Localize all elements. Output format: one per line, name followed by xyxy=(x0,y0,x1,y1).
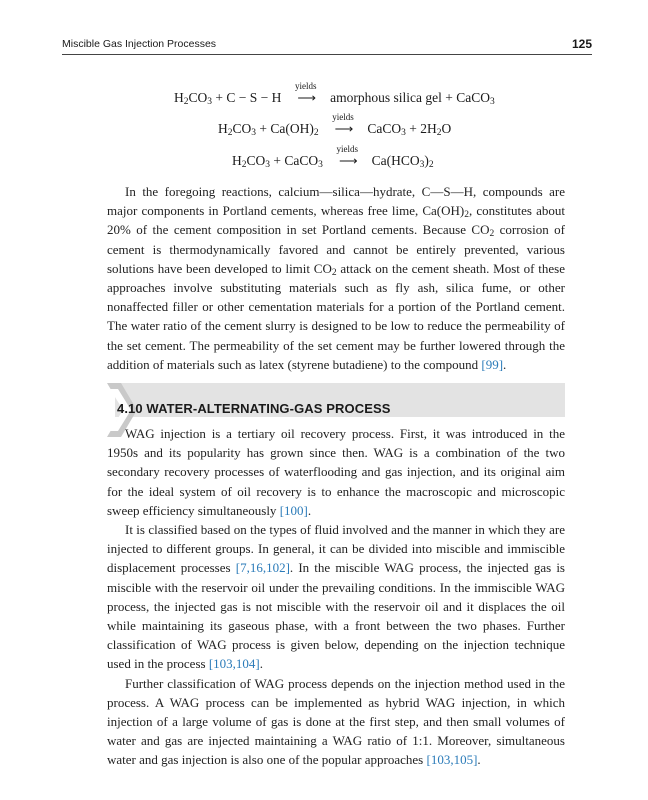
eq3-lhs-co: CO xyxy=(246,153,266,168)
eq2-lhs-sub: 2 xyxy=(227,128,233,138)
eq2-rhs-sub: 3 xyxy=(401,128,406,138)
paragraph-text: It is classified based on the types of fluid involved and the manner in which they are injected to different groups. In general, it can be divided into miscible and immiscible displacement processes xyxy=(107,522,565,576)
paragraph-cement-reactions xyxy=(107,182,565,374)
citation-link[interactable]: [103,104] xyxy=(208,656,260,672)
paragraph-text: . In the miscible WAG process, the injected gas is miscible with the reservoir oil under the prevailing conditions. In the immiscible WAG process, the injected gas is not miscible with the reservoir oil and it displaces the oil while maintaining its gaseous phase, with a front between the two phases. Further classification of WAG process is given below, depending on the injection technique used in the process xyxy=(107,560,565,672)
paragraph-text: WAG injection is a tertiary oil recovery process. First, it was introduced in the 1950s and its popularity has grown since then. WAG is a combination of the two secondary recovery processes of waterflooding and gas injection, and its original aim for the ideal system of oil recovery is to enhance the macroscopic and microscopic sweep efficiency simultaneously xyxy=(107,426,565,518)
eq1-arrow-label: yields xyxy=(295,81,317,91)
eq3-rhs-sub: 3 xyxy=(419,160,425,170)
page-header xyxy=(62,38,592,54)
paragraph xyxy=(107,520,565,674)
eq2-arrow: yields ⟶ xyxy=(324,120,362,138)
header-rule xyxy=(62,54,592,55)
citation-link[interactable]: [103,105] xyxy=(426,752,478,768)
eq3-lhs-sub: 3 xyxy=(265,160,271,170)
section-title: 4.10 WATER-ALTERNATING-GAS PROCESS xyxy=(117,401,391,416)
eq1-lhs-sub: 3 xyxy=(207,97,213,107)
citation-link[interactable]: [99] xyxy=(481,356,504,372)
eq3-rhs-ca: Ca(HCO xyxy=(371,153,420,168)
eq3-lhs-sub: 3 xyxy=(318,160,323,170)
p1-text: corrosion of cement is thermodynamically favored and cannot be entirely prevented, various solutions have been developed to limit CO xyxy=(107,222,565,276)
eq2-lhs-sub: 2 xyxy=(313,128,319,138)
eq3-lhs-rest: + CaCO xyxy=(270,153,319,168)
citation-link[interactable]: [100] xyxy=(279,502,308,518)
eq2-rhs-h: + 2H xyxy=(405,121,437,136)
eq2-lhs-rest: + Ca(OH) xyxy=(256,121,314,136)
eq1-rhs-sub: 3 xyxy=(489,97,495,107)
eq3-arrow: yields ⟶ xyxy=(328,152,366,170)
eq2-lhs-co: CO xyxy=(232,121,252,136)
eq1-rhs: amorphous silica gel + CaCO xyxy=(330,90,490,105)
page-number: 125 xyxy=(571,37,592,51)
eq1-lhs-co: CO xyxy=(188,90,208,105)
paragraph-text: Further classification of WAG process depends on the injection method used in the process. A WAG process can be implemented as hybrid WAG injection, in which injection of a large volume of gas is done at the first step, and then small volumes of water and gas are injected maintaining a WAG ratio of 1:1. Moreover, simultaneous water and gas injection is also one of the popular approaches xyxy=(107,675,565,768)
p1-text: In the foregoing reactions, calcium—silica—hydrate, C—S—H, compounds are major components in Portland cements, whereas free lime, Ca(OH) xyxy=(107,184,565,219)
eq2-lhs-h: H xyxy=(218,121,228,136)
eq2-rhs-o: O xyxy=(441,121,452,136)
equation-1 xyxy=(174,81,495,107)
p1-end: . xyxy=(503,356,507,372)
p1-sub: 2 xyxy=(331,267,337,278)
equation-2 xyxy=(218,112,452,138)
p1-sub: 2 xyxy=(489,229,495,240)
eq2-arrow-label: yields xyxy=(332,112,354,122)
eq1-arrow: yields ⟶ xyxy=(287,89,325,107)
running-title: Miscible Gas Injection Processes xyxy=(62,38,217,50)
p1-text: , constitutes about 20% of the cement composition in set Portland cements. Because CO xyxy=(107,203,565,238)
eq3-rhs-paren: ) xyxy=(424,153,429,168)
paragraph xyxy=(107,674,565,770)
paragraph-end: . xyxy=(307,502,312,518)
paragraph xyxy=(107,424,565,520)
paragraph-end: . xyxy=(477,752,481,768)
eq1-lhs-h: H xyxy=(174,90,184,105)
p1-text: attack on the cement sheath. Most of these approaches involve substituting materials such as fly ash, silica fume, or other nonaffected filler or other cementation materials for a portion of the Portland cement. The water ratio of the cement slurry is designed to be low to reduce the permeability of the set cement. The permeability of the set cement may be further lowered through the addition of materials such as latex (styrene butadiene) to the compound xyxy=(107,260,566,372)
citation-link[interactable]: [7,16,102] xyxy=(235,560,290,576)
section-body xyxy=(107,424,565,770)
eq2-lhs-sub: 3 xyxy=(251,128,257,138)
eq3-arrow-label: yields xyxy=(336,144,359,154)
paragraph-end: . xyxy=(259,656,263,672)
eq2-rhs-sub: 2 xyxy=(436,128,442,138)
eq2-rhs-caco: CaCO xyxy=(367,121,402,136)
eq1-lhs-rest: + C − S − H xyxy=(212,90,282,105)
eq3-rhs-sub: 2 xyxy=(428,160,434,170)
equation-3 xyxy=(232,144,434,170)
eq3-lhs-sub: 2 xyxy=(241,160,247,170)
p1-sub: 2 xyxy=(464,210,469,221)
eq3-lhs-h: H xyxy=(232,153,242,168)
eq1-lhs-sub: 2 xyxy=(183,97,189,107)
